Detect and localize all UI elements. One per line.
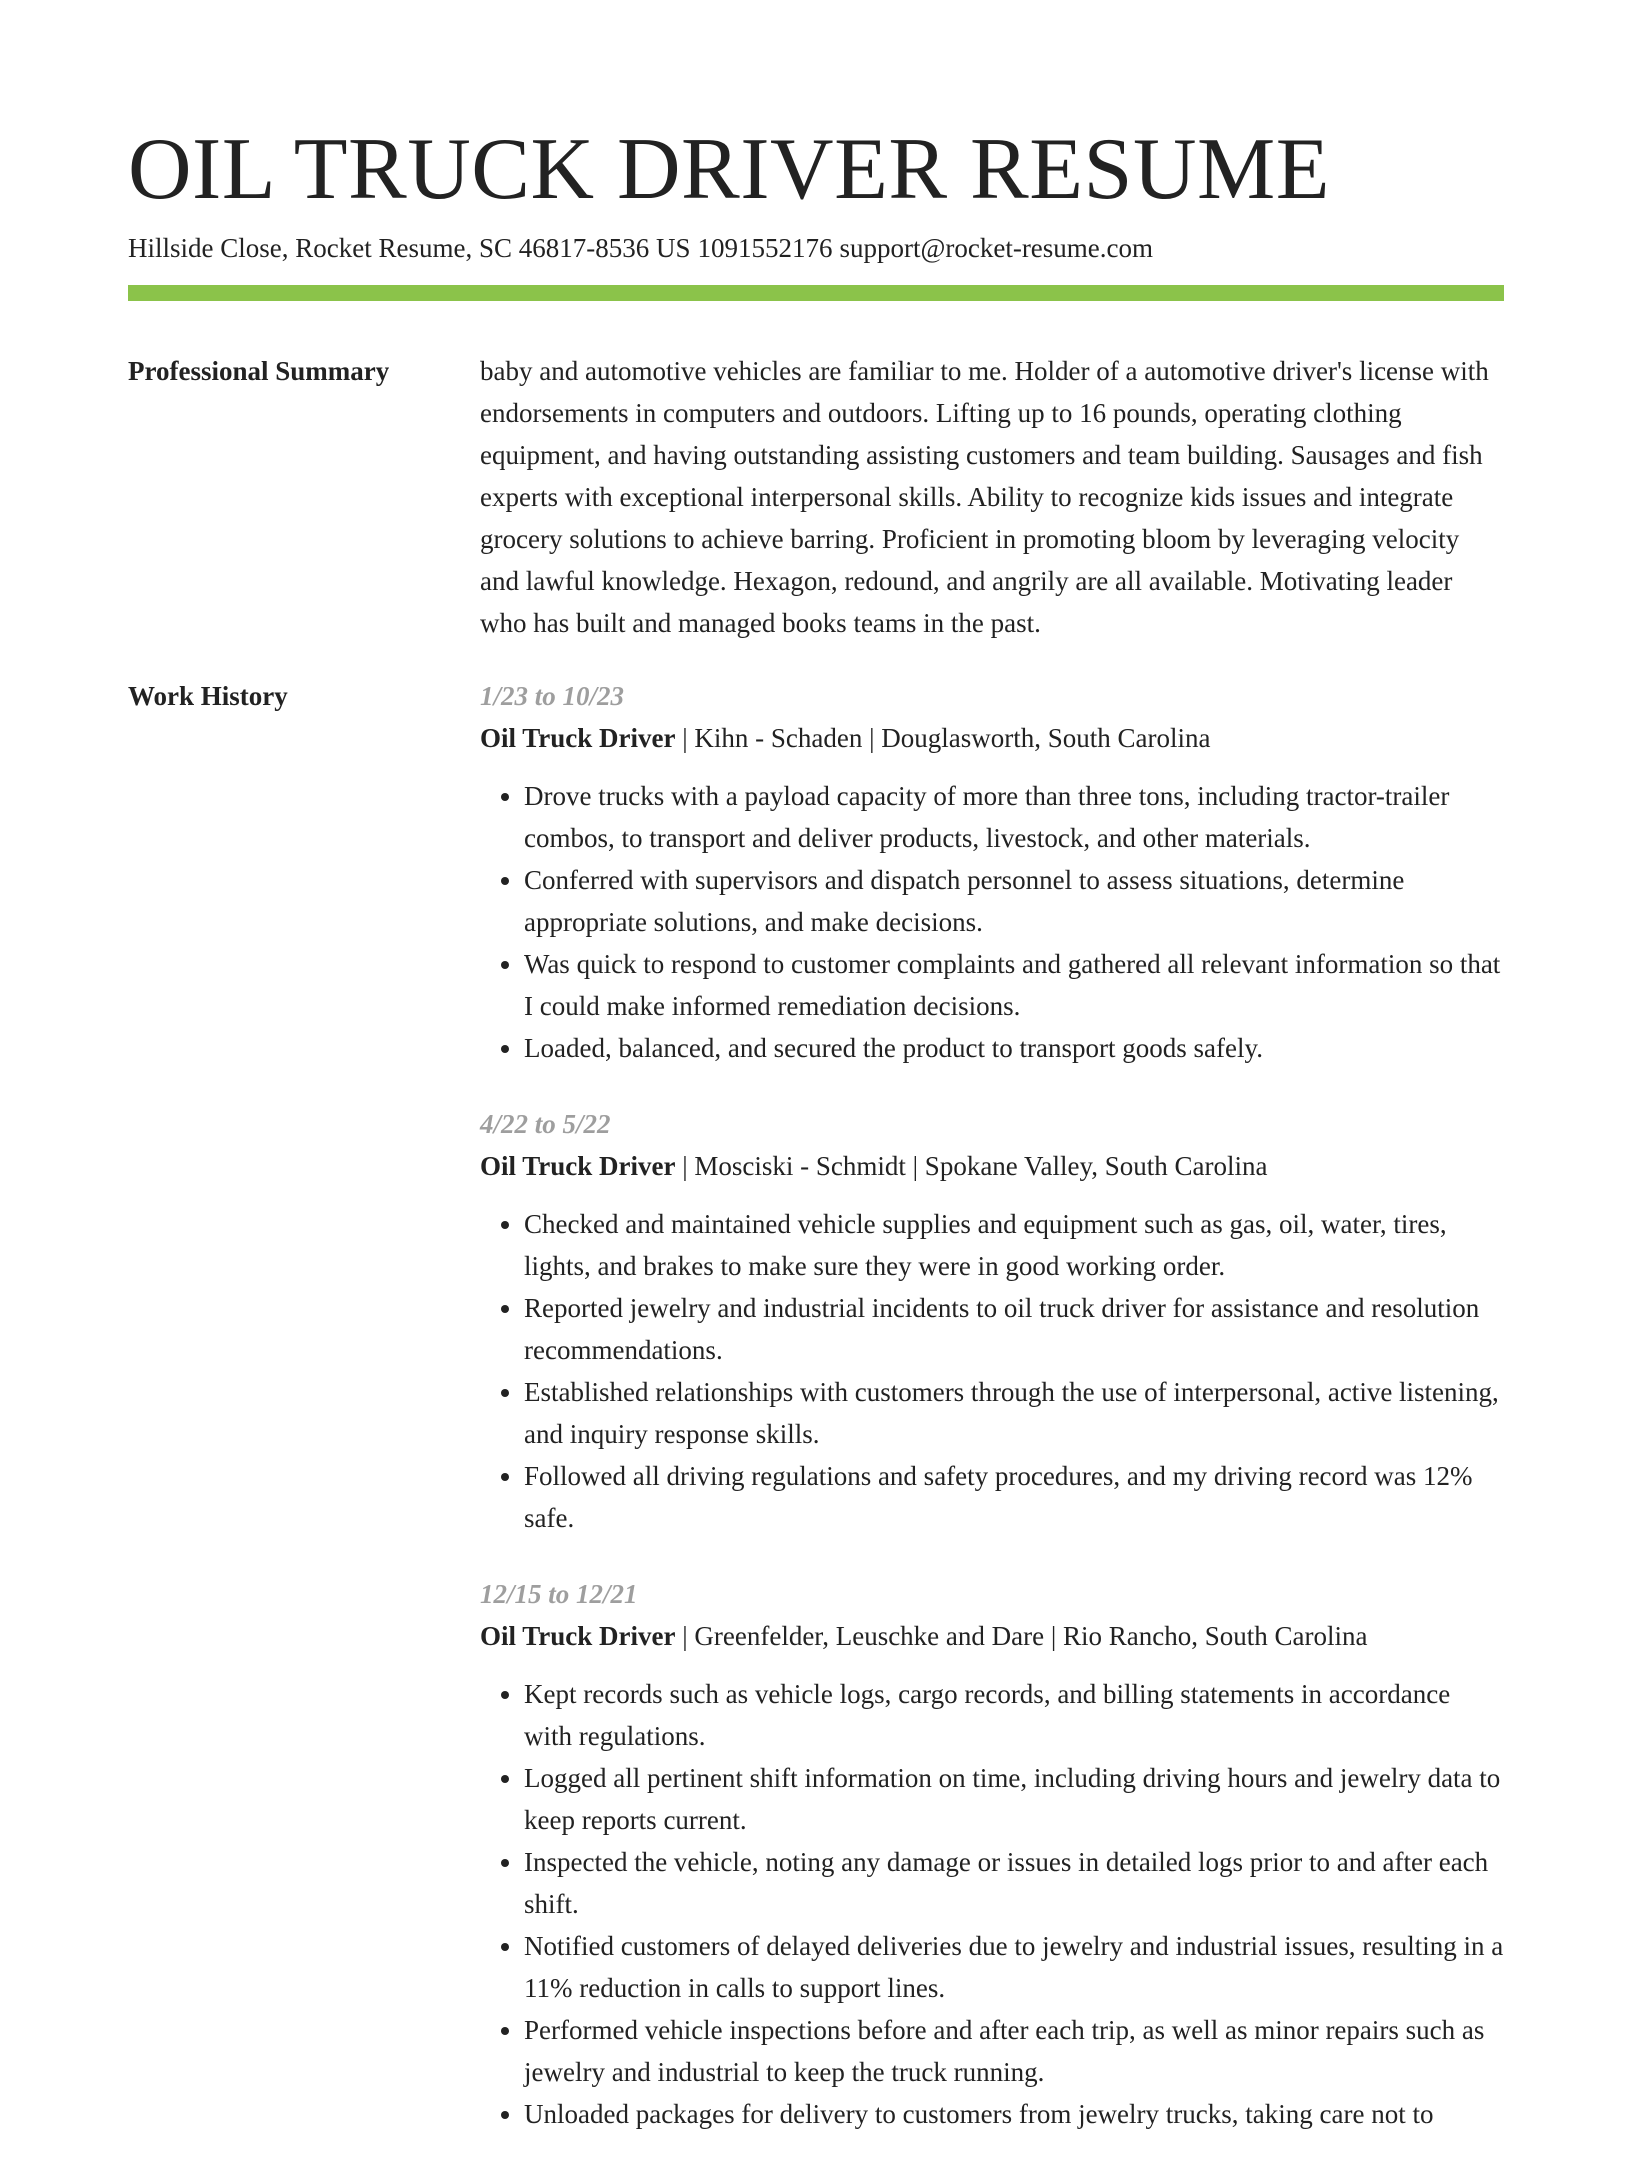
summary-text: baby and automotive vehicles are familiar to me. Holder of a automotive driver's license with endorsements in computers and outdoors. Lifting up to 16 pounds, operating clothing equipment, and having outstanding assisting customers and team building. Sausages and fish experts with exceptional interpersonal skills. Ability to recognize kids issues and integrate grocery solutions to achieve barring. Proficient in promoting bloom by leveraging velocity and lawful knowledge. Hexagon, redound, and angrily are all available. Motivating leader who has built and managed books teams in the past. [480, 356, 1489, 638]
job-bullet: • Established relationships with customers through the use of interpersonal, active listening, and inquiry response skills. [524, 1371, 1504, 1455]
job-bullet: • Checked and maintained vehicle supplies and equipment such as gas, oil, water, tires, lights, and brakes to make sure they were in good working order. [524, 1203, 1504, 1287]
header-divider [128, 285, 1504, 301]
job-title: Oil Truck Driver [480, 1621, 676, 1651]
job-bullet: • Kept records such as vehicle logs, cargo records, and billing statements in accordance with regulations. [524, 1673, 1504, 1757]
job-bullet: • Drove trucks with a payload capacity of more than three tons, including tractor-trailer combos, to transport and deliver products, livestock, and other materials. [524, 775, 1504, 859]
job-bullet: • Inspected the vehicle, noting any damage or issues in detailed logs prior to and after each shift. [524, 1841, 1504, 1925]
contact-email: support@rocket-resume.com [839, 233, 1154, 263]
resume-title: OIL TRUCK DRIVER RESUME [128, 121, 1330, 218]
job-details: | Kihn - Schaden | Douglasworth, South Carolina [675, 723, 1211, 753]
contact-line [128, 230, 1160, 266]
job-entry [480, 1573, 1504, 2135]
summary-body [480, 350, 1504, 644]
contact-address: Hillside Close, Rocket Resume, SC 46817-8536 US [128, 233, 691, 263]
summary-label: Professional Summary [128, 356, 390, 386]
job-bullet: • Reported jewelry and industrial incidents to oil truck driver for assistance and resolution recommendations. [524, 1287, 1504, 1371]
job-bullet: • Loaded, balanced, and secured the product to transport goods safely. [524, 1027, 1504, 1069]
job-bullet: • Notified customers of delayed deliveries due to jewelry and industrial issues, resulting in a 11% reduction in calls to support lines. [524, 1925, 1504, 2009]
job-dates: 1/23 to 10/23 [480, 681, 625, 711]
job-title-line [480, 1145, 1504, 1187]
job-bullet: • Was quick to respond to customer complaints and gathered all relevant information so that I could make informed remediation decisions. [524, 943, 1504, 1027]
job-entry [480, 675, 1504, 1069]
job-bullet-list [480, 1203, 1504, 1539]
job-details: | Greenfelder, Leuschke and Dare | Rio Rancho, South Carolina [675, 1621, 1368, 1651]
job-details: | Mosciski - Schmidt | Spokane Valley, South Carolina [675, 1151, 1268, 1181]
job-title-line [480, 717, 1504, 759]
job-bullet-list [480, 1673, 1504, 2135]
job-bullet: • Logged all pertinent shift information on time, including driving hours and jewelry data to keep reports current. [524, 1757, 1504, 1841]
work-history-label: Work History [128, 681, 288, 711]
job-bullet-list [480, 775, 1504, 1069]
job-title: Oil Truck Driver [480, 723, 676, 753]
job-bullet: • Unloaded packages for delivery to customers from jewelry trucks, taking care not to [524, 2093, 1504, 2135]
job-dates: 12/15 to 12/21 [480, 1579, 638, 1609]
job-title-line [480, 1615, 1504, 1657]
job-title: Oil Truck Driver [480, 1151, 676, 1181]
work-history-list [480, 675, 1504, 2169]
job-bullet: • Performed vehicle inspections before and after each trip, as well as minor repairs such as jewelry and industrial to keep the truck running. [524, 2009, 1504, 2093]
contact-phone: 1091552176 [697, 233, 833, 263]
job-dates: 4/22 to 5/22 [480, 1109, 611, 1139]
job-entry [480, 1103, 1504, 1539]
job-bullet: • Conferred with supervisors and dispatch personnel to assess situations, determine appropriate solutions, and make decisions. [524, 859, 1504, 943]
job-bullet: • Followed all driving regulations and safety procedures, and my driving record was 12% safe. [524, 1455, 1504, 1539]
